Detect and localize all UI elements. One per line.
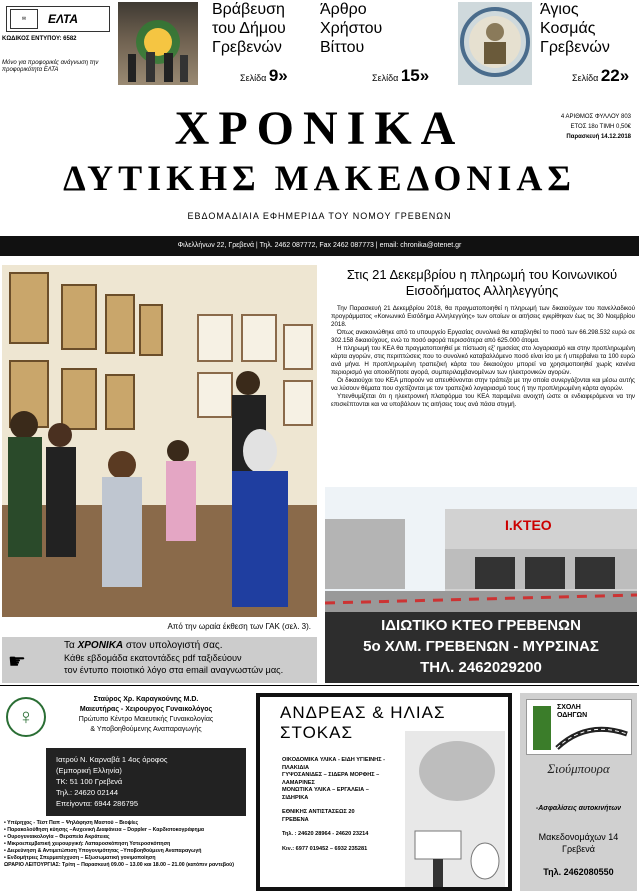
service-item: • Υπέρηχος - Τέστ Παπ – Ψηλάφηση Μαστού – Βιοψίες xyxy=(4,820,139,826)
elta-logo xyxy=(6,6,110,32)
doctor-title: Μαιευτήρας - Χειρουργος Γυναικολόγος xyxy=(79,706,213,713)
article-paragraph: Υπενθυμίζεται ότι η ηλεκτρονική πλατφόρμα του ΚΕΑ παραμένει ανοιχτή ώστε οι ενδιαφερόμενοι να την επισκέπτονται και να υποβάλουν τις αιτήσεις τους ανά πάσα στιγμή. xyxy=(331,393,635,408)
promo-title-article[interactable] xyxy=(320,0,420,57)
issue-year-price: ΕΤΟΣ 18ο ΤΙΜΗ 0,50€ xyxy=(570,124,631,130)
online-edition-box[interactable] xyxy=(2,637,317,683)
promo-title-line: Χρήστου xyxy=(320,20,383,37)
address-street: Μακεδονομάχων 14 xyxy=(538,832,619,842)
article-paragraph: Οι δικαιούχοι του ΚΕΑ μπορούν να απευθύνονται στην τράπεζα με την οποία συνεργάζονται και μέσω αυτής να λύσουν θέματα που σχετίζονται με τον τραπεζικό λογαριασμό τους ή την προπληρωμένη κάρτα αγορών. xyxy=(331,377,635,392)
stokas-title-line: ΣΤΟΚΑΣ xyxy=(280,723,353,742)
stokas-ad[interactable] xyxy=(256,693,512,891)
article-paragraph: Όπως ανακοινώθηκε από το υπουργείο Εργασίας συνολικά θα καταβληθεί το ποσό των 66.298.532 ευρώ σε 302.158 δικαιούχους, ενώ το ποσό αφορά περισσότερα από 625.000 άτομα. xyxy=(331,329,635,344)
issue-date: Παρασκευή 14.12.2018 xyxy=(566,134,631,140)
promo-page-article: Σελίδα 15» xyxy=(372,66,430,85)
doctor-subtitle: Πρώτυπο Κέντρο Μαιευτικής Γυναικολογίας xyxy=(78,716,214,723)
contact-bar: Φιλελλήνων 22, Γρεβενά | Τηλ. 2462 087772, Fax 2462 087773 | email: chronika@otenet.gr xyxy=(0,236,639,256)
article-paragraph: Την Παρασκευή 21 Δεκεμβρίου 2018, θα πραγματοποιηθεί η πληρωμή των δικαιούχων του πανελλαδικού προγράμματος «Κοινωνικό Εισόδημα Αλληλεγγύης» των οποίων οι αιτήσεις εγκρίθηκαν έως τις 30 Νοεμβρίου 2018. xyxy=(331,305,635,328)
kteo-line1: ΙΔΙΩΤΙΚΟ ΚΤΕΟ ΓΡΕΒΕΝΩΝ xyxy=(381,617,581,634)
doctor-mobile: Επείγοντα: 6944 286795 xyxy=(56,799,139,808)
promo-page-saint: Σελίδα 22» xyxy=(572,66,630,85)
driving-school-name: Σιούμπουρα xyxy=(547,761,610,776)
opening-hours: ΩΡΑΡΙΟ ΛΕΙΤΟΥΡΓΙΑΣ: Τρίτη – Παρασκευή 09.00 – 13.00 και 18.00 – 21.00 (κατόπιν ραντεβού) xyxy=(4,862,234,868)
service-item: • Ενδομήτριες Σπερματέγχυση – Εξωσωματική γονιμοποίηση xyxy=(4,855,156,861)
promo-image-saint[interactable] xyxy=(458,2,532,85)
stokas-title-line: ΑΝΔΡΕΑΣ & ΗΛΙΑΣ xyxy=(280,703,446,722)
elta-stamp-icon: ✉ xyxy=(10,9,38,29)
stokas-details xyxy=(282,757,412,853)
stokas-mobile: Κιν.: 6977 019452 – 6932 235281 xyxy=(282,845,368,852)
promo-title-line: Βίττου xyxy=(320,39,365,56)
doctor-address: Ιατρού Ν. Καρναβά 1 4ος όροφος xyxy=(56,755,168,764)
promo-title-line: Κοσμάς xyxy=(540,20,596,37)
promo-title-line: Γρεβενών xyxy=(212,39,282,56)
doctor-name: Σταύρος Χρ. Καραγκούνης M.D. xyxy=(93,696,199,703)
exhibition-photo[interactable] xyxy=(2,265,317,617)
photo-caption: Από την ωραία έκθεση των ΓΑΚ (σελ. 3). xyxy=(167,622,311,631)
driving-school-logo xyxy=(526,699,632,755)
elta-code: ΚΩΔΙΚΟΣ ΕΝΤΥΠΟΥ: 6582 xyxy=(2,36,77,42)
online-line: Κάθε εβδομάδα εκατοντάδες pdf ταξιδεύουν xyxy=(64,653,242,663)
promo-title-line: Βράβευση xyxy=(212,1,285,18)
road-logo-icon xyxy=(527,700,633,756)
online-line: τον έντυπο ποιοτικό λόγο στα email αναγνωστών μας. xyxy=(64,665,284,675)
stokas-line: ΠΛΑΚΙΔΙΑ xyxy=(282,764,310,771)
service-item: • Διερεύνηση & Αντιμετώπιση Υπογονιμότητας –Υποβοηθούμενη Αναπαραγωγή xyxy=(4,848,202,854)
service-item: • Ουρογυναικολογία – Θεραπεία Ακράτειας xyxy=(4,834,110,840)
stokas-city: ΓΡΕΒΕΝΑ xyxy=(282,816,309,823)
stokas-spacer xyxy=(282,802,412,809)
doctor-postcode: ΤΚ: 51 100 Γρεβενά xyxy=(56,777,123,786)
elta-postage-box xyxy=(2,2,114,86)
award-photo-icon xyxy=(118,2,198,85)
stokas-line: ΛΑΜΑΡΙΝΕΣ xyxy=(282,779,315,786)
promo-title-line: του Δήμου xyxy=(212,20,286,37)
promo-page-award: Σελίδα 9» xyxy=(240,66,288,85)
insurance-line: -Ασφαλίσεις αυτοκινήτων xyxy=(535,805,622,812)
doctor-address-box xyxy=(46,748,246,816)
stokas-line: ΣΙΔΗΡΙΚΑ xyxy=(282,794,309,801)
stokas-line: ΓΥΨΟΣΑΝΙΔΕΣ – ΣΙΔΕΡΑ ΜΟΡΦΗΣ – xyxy=(282,772,380,778)
medical-female-symbol-icon: ♀ xyxy=(6,697,46,737)
article-paragraph: Η πληρωμή του ΚΕΑ θα πραγματοποιηθεί με πίστωση εξ' ημισείας στο λογαριασμό και στην προπληρωμένη κάρτα αγορών, στις περιπτώσεις που το συνολικό καταβαλλόμενο ποσό είναι ίσο με ή υπερβαίνει τα 100 ευρώ ανά μήνα. Η προπληρωμένη τραπεζική κάρτα του δικαιούχου μπορεί να χρησιμοποιηθεί χωρίς κανένα περιορισμό για οποιοδήποτε αγορά, συμπεριλαμβανομένων των ηλεκτρονικών αγορών. xyxy=(331,345,635,376)
doctor-phone: Τηλ.: 24620 02144 xyxy=(56,788,118,797)
exhibition-photo-illustration xyxy=(2,265,317,617)
stokas-phone: Τηλ. : 24620 28964 - 24620 23214 xyxy=(282,831,369,837)
promo-title-line: Άγιος xyxy=(540,1,579,18)
icon-saint-image xyxy=(458,2,532,85)
kteo-ad[interactable] xyxy=(325,487,637,683)
doctor-address: (Εμπορική Ελληνία) xyxy=(56,766,122,775)
online-edition-text: Τα ΧΡΟΝΙΚΑ στον υπολογιστή σας. Κάθε εβδομάδα εκατοντάδες pdf ταξιδεύουν τον έντυπο ποιοτικό λόγο στα email αναγνωστών μας. xyxy=(64,640,314,676)
stokas-spacer xyxy=(282,824,412,831)
service-item: • Παρακολούθηση κύησης –Αυχενική Διαφάνεια – Doppler – Καρδιοτοκογράφημα xyxy=(4,827,205,833)
driving-school-ad[interactable] xyxy=(520,693,637,891)
article-title-line: Εισοδήματος Αλληλεγγύης xyxy=(405,283,559,298)
bathroom-illustration xyxy=(405,731,505,887)
stokas-line: ΜΟΝΩΤΙΚΑ ΥΛΙΚΑ – ΕΡΓΑΛΕΙΑ – xyxy=(282,787,369,793)
stokas-line: ΟΙΚΟΔΟΜΙΚΑ ΥΛΙΚΑ - ΕΙΔΗ ΥΓΙΕΙΝΗΣ - xyxy=(282,757,385,763)
kteo-sign: Ι.ΚΤΕΟ xyxy=(505,517,552,533)
kteo-phone: ΤΗΛ. 2462029200 xyxy=(420,659,542,676)
school-label: ΟΔΗΓΩΝ xyxy=(557,712,588,719)
promo-image-award[interactable] xyxy=(118,2,198,85)
masthead-subtitle: ΔΥΤΙΚΗΣ ΜΑΚΕΔΟΝΙΑΣ xyxy=(63,158,576,198)
ad1-header xyxy=(48,695,244,735)
section-divider xyxy=(0,685,639,686)
pointing-hand-icon: ☛ xyxy=(8,651,26,673)
promo-title-line: Άρθρο xyxy=(320,1,367,18)
driving-school-address xyxy=(520,831,637,855)
article-title-line: Στις 21 Δεκεμβρίου η πληρωμή του Κοινωνικού xyxy=(346,267,618,282)
service-item: • Μικροεπεμβατική χειρουργική: Λαπαροσκόπηση Υστεροσκόπηση xyxy=(4,841,171,847)
promo-title-award[interactable] xyxy=(212,0,310,57)
kteo-building-illustration xyxy=(325,487,637,612)
weekly-tagline: ΕΒΔΟΜΑΔΙΑΙΑ ΕΦΗΜΕΡΙΔΑ ΤΟΥ ΝΟΜΟΥ ΓΡΕΒΕΝΩΝ xyxy=(187,211,452,221)
school-label: ΣΧΟΛΗ xyxy=(557,704,581,711)
gynaecologist-ad[interactable] xyxy=(2,693,248,891)
address-city: Γρεβενά xyxy=(562,844,595,854)
stokas-address: ΕΘΝΙΚΗΣ ΑΝΤΙΣΤΑΣΕΩΣ 20 xyxy=(282,809,355,815)
article-body xyxy=(331,305,635,409)
promo-title-saint[interactable] xyxy=(540,0,636,57)
masthead-title: ΧΡΟΝΙΚΑ xyxy=(174,102,465,155)
issue-number: 4 ΑΡΙΘΜΟΣ ΦΥΛΛΟΥ 803 xyxy=(560,114,631,120)
doctor-services xyxy=(4,820,248,869)
issue-info xyxy=(561,112,631,142)
elta-note: Μόνο για προφορικές ανάγνωση την προφορικότητα ΕΛΤΑ xyxy=(2,60,99,73)
driving-school-phone: Τηλ. 2462080550 xyxy=(543,867,614,877)
kteo-line2: 5ο ΧΛΜ. ΓΡΕΒΕΝΩΝ - ΜΥΡΣΙΝΑΣ xyxy=(363,638,599,655)
promo-title-line: Γρεβενών xyxy=(540,39,610,56)
stokas-spacer xyxy=(282,839,412,846)
bathroom-photo xyxy=(405,731,505,887)
elta-logo-text: ΕΛΤΑ xyxy=(48,11,79,26)
doctor-subtitle: & Υποβοηθούμενης Αναπαραγωγής xyxy=(90,726,202,733)
article-title[interactable] xyxy=(329,267,635,299)
